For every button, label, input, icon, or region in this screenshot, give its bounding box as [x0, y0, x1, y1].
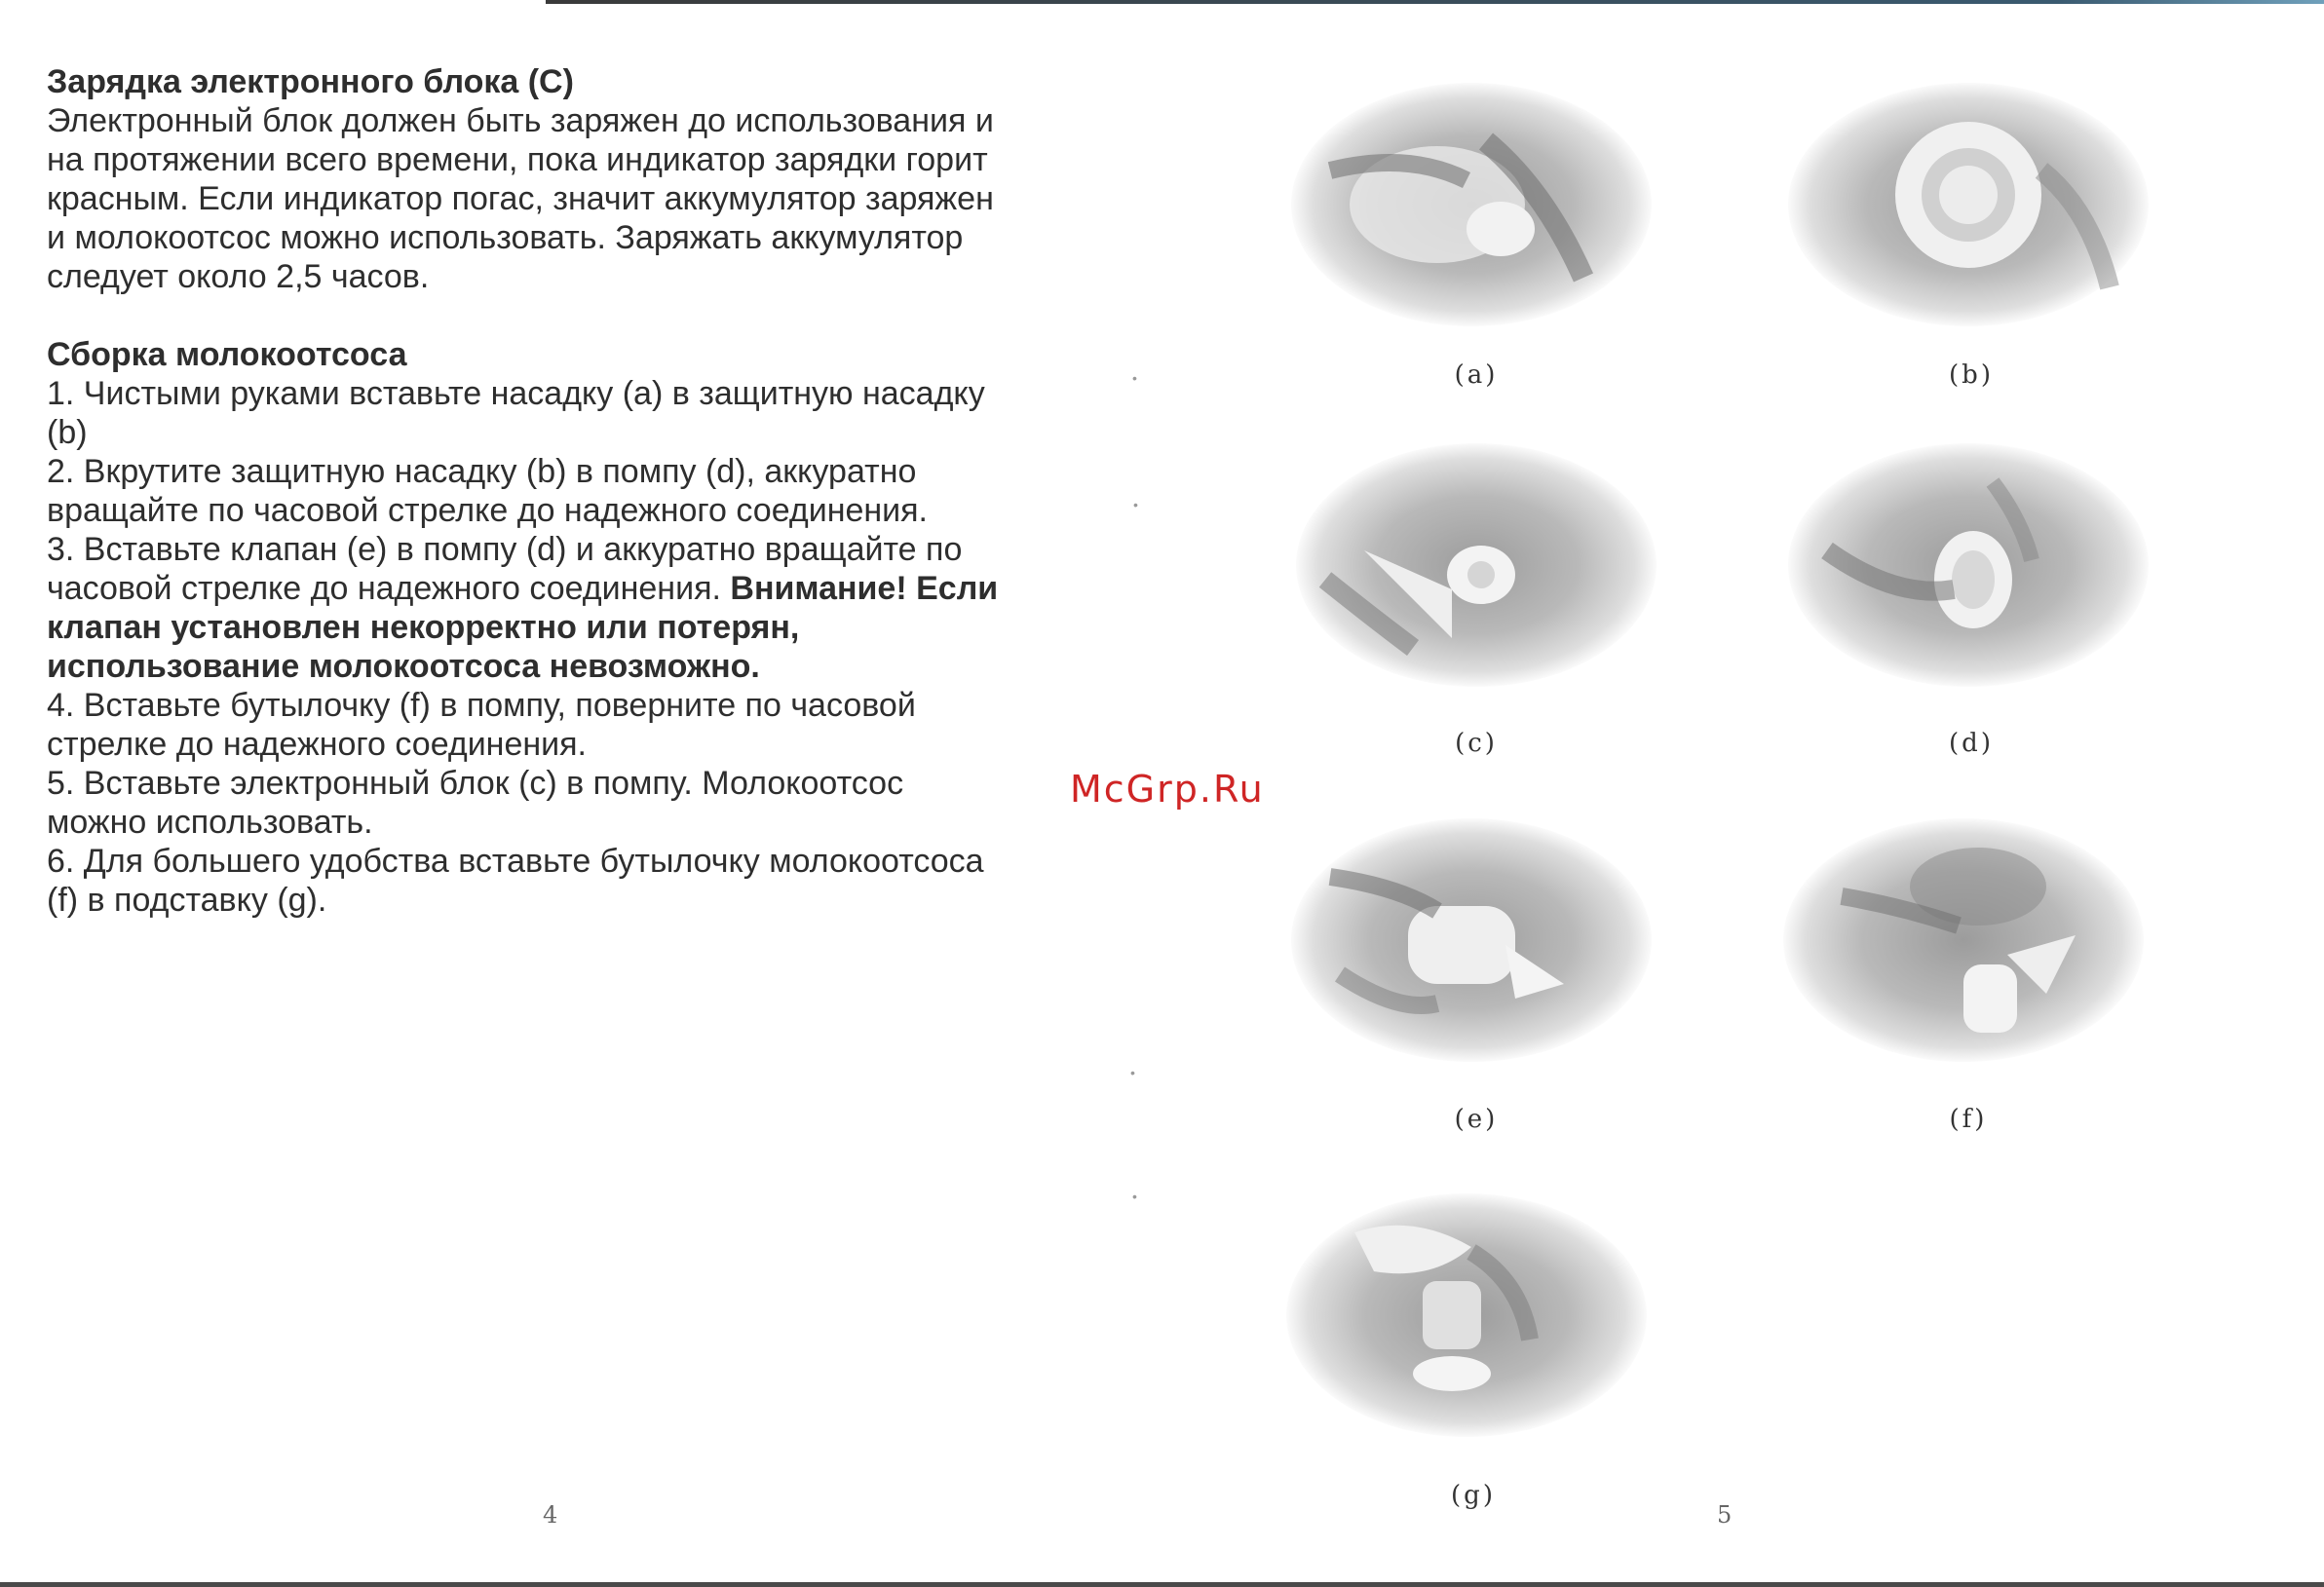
charging-line: красным. Если индикатор погас, значит аккумулятор заряжен: [47, 180, 994, 217]
assembly-heading: Сборка молокоотсоса: [47, 336, 407, 373]
photo-c: [1296, 443, 1657, 687]
page-number-left: 4: [543, 1501, 558, 1529]
assembly-line: вращайте по часовой стрелке до надежного соединения.: [47, 492, 929, 529]
scan-speck: •: [1133, 497, 1138, 512]
scan-speck: •: [1132, 1189, 1137, 1204]
photo-b: [1788, 83, 2149, 326]
caption-g: (g): [1451, 1481, 1496, 1510]
photo-g: [1286, 1193, 1647, 1437]
page-number-right: 5: [1717, 1501, 1733, 1529]
charging-line: Электронный блок должен быть заряжен до использования и: [47, 102, 994, 139]
assembly-line: 4. Вставьте бутылочку (f) в помпу, поверните по часовой: [47, 687, 916, 724]
assembly-line: 3. Вставьте клапан (e) в помпу (d) и аккуратно вращайте по: [47, 531, 963, 568]
photo-a: [1291, 83, 1652, 326]
photo-e: [1291, 818, 1652, 1062]
assembly-line: 5. Вставьте электронный блок (c) в помпу. Молокоотсос: [47, 765, 904, 802]
caption-c: (c): [1455, 729, 1498, 758]
assembly-line: стрелке до надежного соединения.: [47, 726, 587, 763]
assembly-line: 6. Для большего удобства вставьте бутылочку молокоотсоса: [47, 843, 984, 880]
charging-line: и молокоотсос можно использовать. Заряжать аккумулятор: [47, 219, 964, 256]
assembly-line: можно использовать.: [47, 804, 373, 841]
caption-e: (e): [1454, 1105, 1499, 1134]
caption-d: (d): [1949, 729, 1994, 758]
caption-f: (f): [1949, 1105, 1988, 1134]
charging-line: на протяжении всего времени, пока индикатор зарядки горит: [47, 141, 988, 178]
assembly-line: (b): [47, 414, 88, 451]
caption-b: (b): [1949, 360, 1994, 390]
watermark: McGrp.Ru: [1070, 768, 1265, 811]
top-edge-line: [546, 0, 2324, 4]
assembly-line-mixed: [47, 569, 1080, 608]
caption-a: (a): [1454, 360, 1499, 390]
assembly-line-text: часовой стрелке до надежного соединения.: [47, 570, 731, 607]
photo-d: [1788, 443, 2149, 687]
warning-line: использование молокоотсоса невозможно.: [47, 648, 760, 685]
assembly-line: 1. Чистыми руками вставьте насадку (a) в защитную насадку: [47, 375, 985, 412]
assembly-line: 2. Вкрутите защитную насадку (b) в помпу (d), аккуратно: [47, 453, 917, 490]
charging-line: следует около 2,5 часов.: [47, 258, 430, 295]
charging-heading: Зарядка электронного блока (С): [47, 63, 574, 100]
left-page-text: [47, 62, 1080, 920]
warning-start: Внимание! Если: [730, 570, 999, 607]
scan-speck: •: [1132, 370, 1137, 386]
bottom-edge-line: [0, 1582, 2324, 1587]
photo-f: [1783, 818, 2144, 1062]
warning-line: клапан установлен некорректно или потерян,: [47, 609, 800, 646]
scan-speck: •: [1130, 1065, 1135, 1080]
assembly-line: (f) в подставку (g).: [47, 882, 327, 919]
